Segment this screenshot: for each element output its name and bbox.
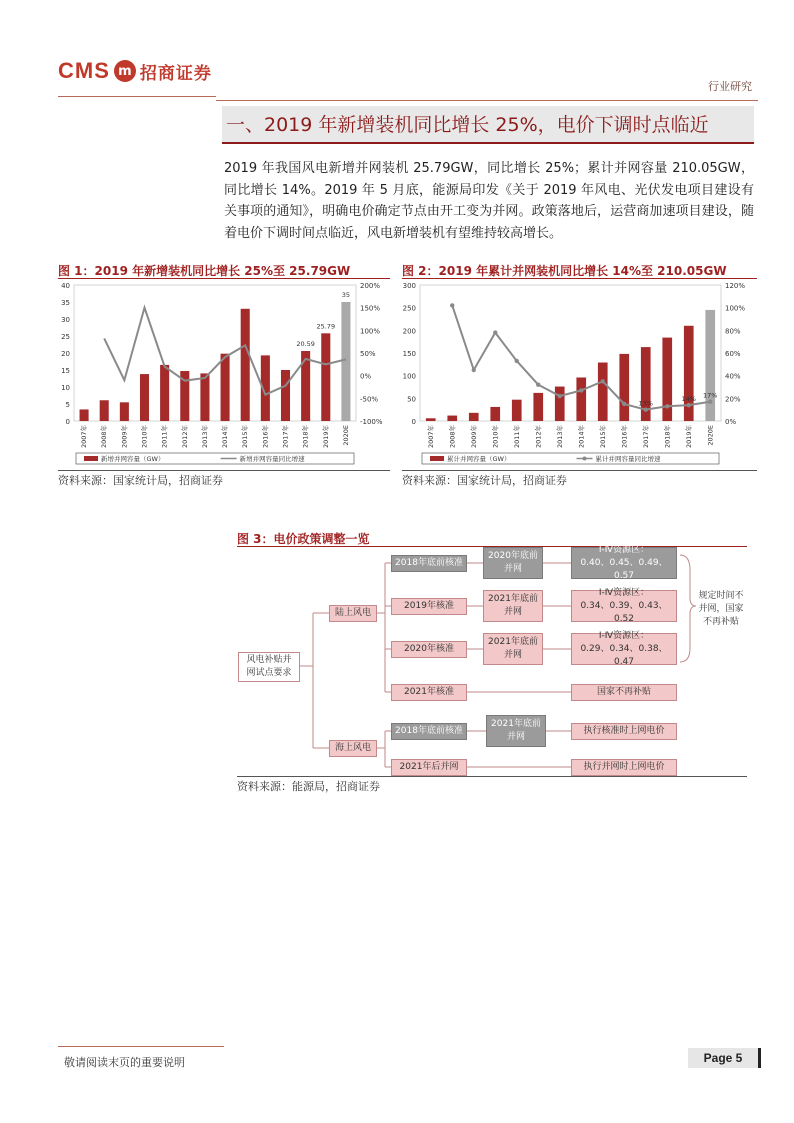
logo-cn-text: 招商证券: [139, 63, 212, 84]
figure1-source: 资料来源：国家统计局，招商证券: [58, 474, 223, 487]
x-axis-tick-label: 2007年: [426, 425, 435, 449]
right-axis-tick-label: 50%: [360, 350, 376, 358]
figure2-source: 资料来源：国家统计局，招商证券: [402, 474, 567, 487]
x-axis-tick-label: 2013年: [555, 425, 564, 449]
x-axis-tick-label: 2010年: [140, 425, 149, 449]
right-axis-tick-label: 80%: [725, 327, 741, 336]
left-axis-tick-label: 40: [61, 282, 70, 290]
data-label: 13%: [638, 399, 653, 408]
logo-cms-text: CMS: [58, 58, 110, 83]
x-axis-tick-label: 2017年: [641, 425, 650, 449]
x-axis-tick-label: 2014年: [577, 425, 586, 449]
section-title: 一、2019 年新增装机同比增长 25%，电价下调时点临近: [222, 106, 754, 144]
figure2-title: 图 2：2019 年累计并网装机同比增长 14%至 210.05GW: [402, 264, 727, 278]
figure3-source: 资料来源：能源局，招商证券: [237, 780, 380, 793]
x-axis-tick-label: 2011年: [160, 425, 169, 449]
left-axis-tick-label: 10: [61, 384, 70, 392]
x-axis-tick-label: 2020E: [341, 425, 350, 446]
footer-divider: [58, 1046, 224, 1047]
row3-grid-box: 2021年底前 并网: [483, 633, 543, 665]
left-axis-tick-label: 35: [61, 299, 70, 307]
left-axis-tick-label: 25: [61, 333, 70, 341]
row3-price-box: Ⅰ-Ⅳ资源区： 0.29、0.34、0.38、0.47: [571, 633, 677, 665]
x-axis-tick-label: 2011年: [512, 425, 521, 449]
left-axis-tick-label: 100: [402, 372, 416, 381]
left-axis-tick-label: 20: [61, 350, 70, 358]
right-axis-tick-label: 100%: [360, 327, 381, 336]
data-label: 20.59: [296, 339, 315, 348]
data-label: 25.79: [316, 322, 336, 331]
x-axis-tick-label: 2016年: [620, 425, 629, 449]
left-axis-tick-label: 150: [402, 350, 416, 358]
row5-result-box: 执行核准时上网电价: [571, 723, 677, 740]
right-axis-tick-label: 200%: [360, 282, 381, 290]
row6-approval-box: 2021年后并网: [391, 759, 467, 776]
x-axis-tick-label: 2012年: [180, 425, 189, 449]
left-axis-tick-label: 0: [65, 418, 70, 426]
legend-line-label: 新增并网容量同比增速: [239, 455, 305, 463]
x-axis-tick-label: 2007年: [80, 425, 89, 449]
x-axis-tick-label: 2012年: [534, 425, 543, 449]
x-axis-tick-label: 2019年: [321, 425, 330, 449]
x-axis-tick-label: 2018年: [301, 425, 310, 449]
left-axis-tick-label: 200: [402, 327, 416, 336]
figure1-title: 图 1：2019 年新增装机同比增长 25%至 25.79GW: [58, 264, 351, 278]
left-axis-tick-label: 0: [411, 418, 416, 426]
x-axis-tick-label: 2013年: [200, 425, 209, 449]
left-axis-tick-label: 15: [61, 367, 70, 375]
x-axis-tick-label: 2008年: [448, 425, 457, 449]
row1-approval-box: 2018年底前核准: [391, 555, 467, 572]
right-axis-tick-label: 0%: [360, 372, 372, 381]
row4-approval-box: 2021年核准: [391, 684, 467, 701]
onshore-box: 陆上风电: [329, 605, 377, 622]
row6-result-box: 执行并网时上网电价: [571, 759, 677, 776]
x-axis-tick-label: 2018年: [663, 425, 672, 449]
x-axis-tick-label: 2016年: [261, 425, 270, 449]
right-axis-tick-label: 100%: [725, 304, 746, 313]
offshore-box: 海上风电: [329, 740, 377, 757]
x-axis-tick-label: 2020E: [706, 425, 715, 446]
row3-approval-box: 2020年核准: [391, 641, 467, 658]
x-axis-tick-label: 2008年: [100, 425, 109, 449]
left-axis-tick-label: 50: [407, 395, 416, 404]
row2-grid-box: 2021年底前 并网: [483, 590, 543, 622]
legend-bar-label: 新增并网容量（GW）: [101, 455, 165, 463]
right-axis-tick-label: -50%: [360, 395, 379, 404]
row1-grid-box: 2020年底前 并网: [483, 547, 543, 579]
row1-price-box: Ⅰ-Ⅳ资源区： 0.40、0.45、0.49、0.57: [571, 547, 677, 579]
section-paragraph: 2019 年我国风电新增并网装机 25.79GW，同比增长 25%；累计并网容量 210.05GW，同比增长 14%。2019 年 5 月底，能源局印发《关于 2019 年风电、光伏发电项目建设有关事项的通知》，明确电价确定节点由开工变为并网。政策落地后，运营商加速项目建设，随着电价下调时间点临近，风电新增装机有望维持较高增长。: [224, 161, 754, 241]
x-axis-tick-label: 2009年: [120, 425, 129, 449]
left-axis-tick-label: 250: [402, 304, 416, 313]
legend-bar-label: 累计并网容量（GW）: [447, 455, 511, 463]
data-label: 17%: [703, 391, 718, 400]
row4-result-box: 国家不再补贴: [571, 684, 677, 701]
right-axis-tick-label: 60%: [725, 350, 741, 358]
page-number: Page 5: [688, 1048, 761, 1068]
x-axis-tick-label: 2019年: [684, 425, 693, 449]
logo-badge-icon: m: [114, 60, 136, 82]
right-axis-tick-label: 20%: [725, 395, 741, 404]
report-type-label: 行业研究: [708, 80, 752, 93]
right-axis-tick-label: 40%: [725, 372, 741, 381]
x-axis-tick-label: 2010年: [491, 425, 500, 449]
left-axis-tick-label: 5: [65, 401, 70, 409]
data-label: 14%: [681, 395, 696, 404]
deadline-note: 规定时间不 并网，国家 不再补贴: [698, 590, 744, 627]
legend-line-label: 累计并网容量同比增速: [595, 455, 661, 463]
data-label: 35: [341, 291, 351, 299]
x-axis-tick-label: 2015年: [241, 425, 250, 449]
row5-grid-box: 2021年底前 并网: [486, 715, 546, 747]
row2-price-box: Ⅰ-Ⅳ资源区： 0.34、0.39、0.43、0.52: [571, 590, 677, 622]
x-axis-tick-label: 2015年: [598, 425, 607, 449]
x-axis-tick-label: 2014年: [221, 425, 230, 449]
row5-approval-box: 2018年底前核准: [391, 723, 467, 740]
figure3-title: 图 3：电价政策调整一览: [237, 532, 370, 546]
x-axis-tick-label: 2017年: [281, 425, 290, 449]
right-axis-tick-label: 150%: [360, 304, 381, 313]
root-box: 风电补贴并 网试点要求: [238, 652, 300, 682]
right-axis-tick-label: -100%: [360, 418, 383, 426]
row2-approval-box: 2019年核准: [391, 598, 467, 615]
x-axis-tick-label: 2009年: [469, 425, 478, 449]
left-axis-tick-label: 300: [402, 282, 416, 290]
footer-disclaimer: 敬请阅读末页的重要说明: [64, 1056, 185, 1069]
left-axis-tick-label: 30: [61, 316, 70, 324]
right-axis-tick-label: 120%: [725, 282, 746, 290]
right-axis-tick-label: 0%: [725, 418, 737, 426]
figure3-bottom-rule: [237, 776, 747, 777]
